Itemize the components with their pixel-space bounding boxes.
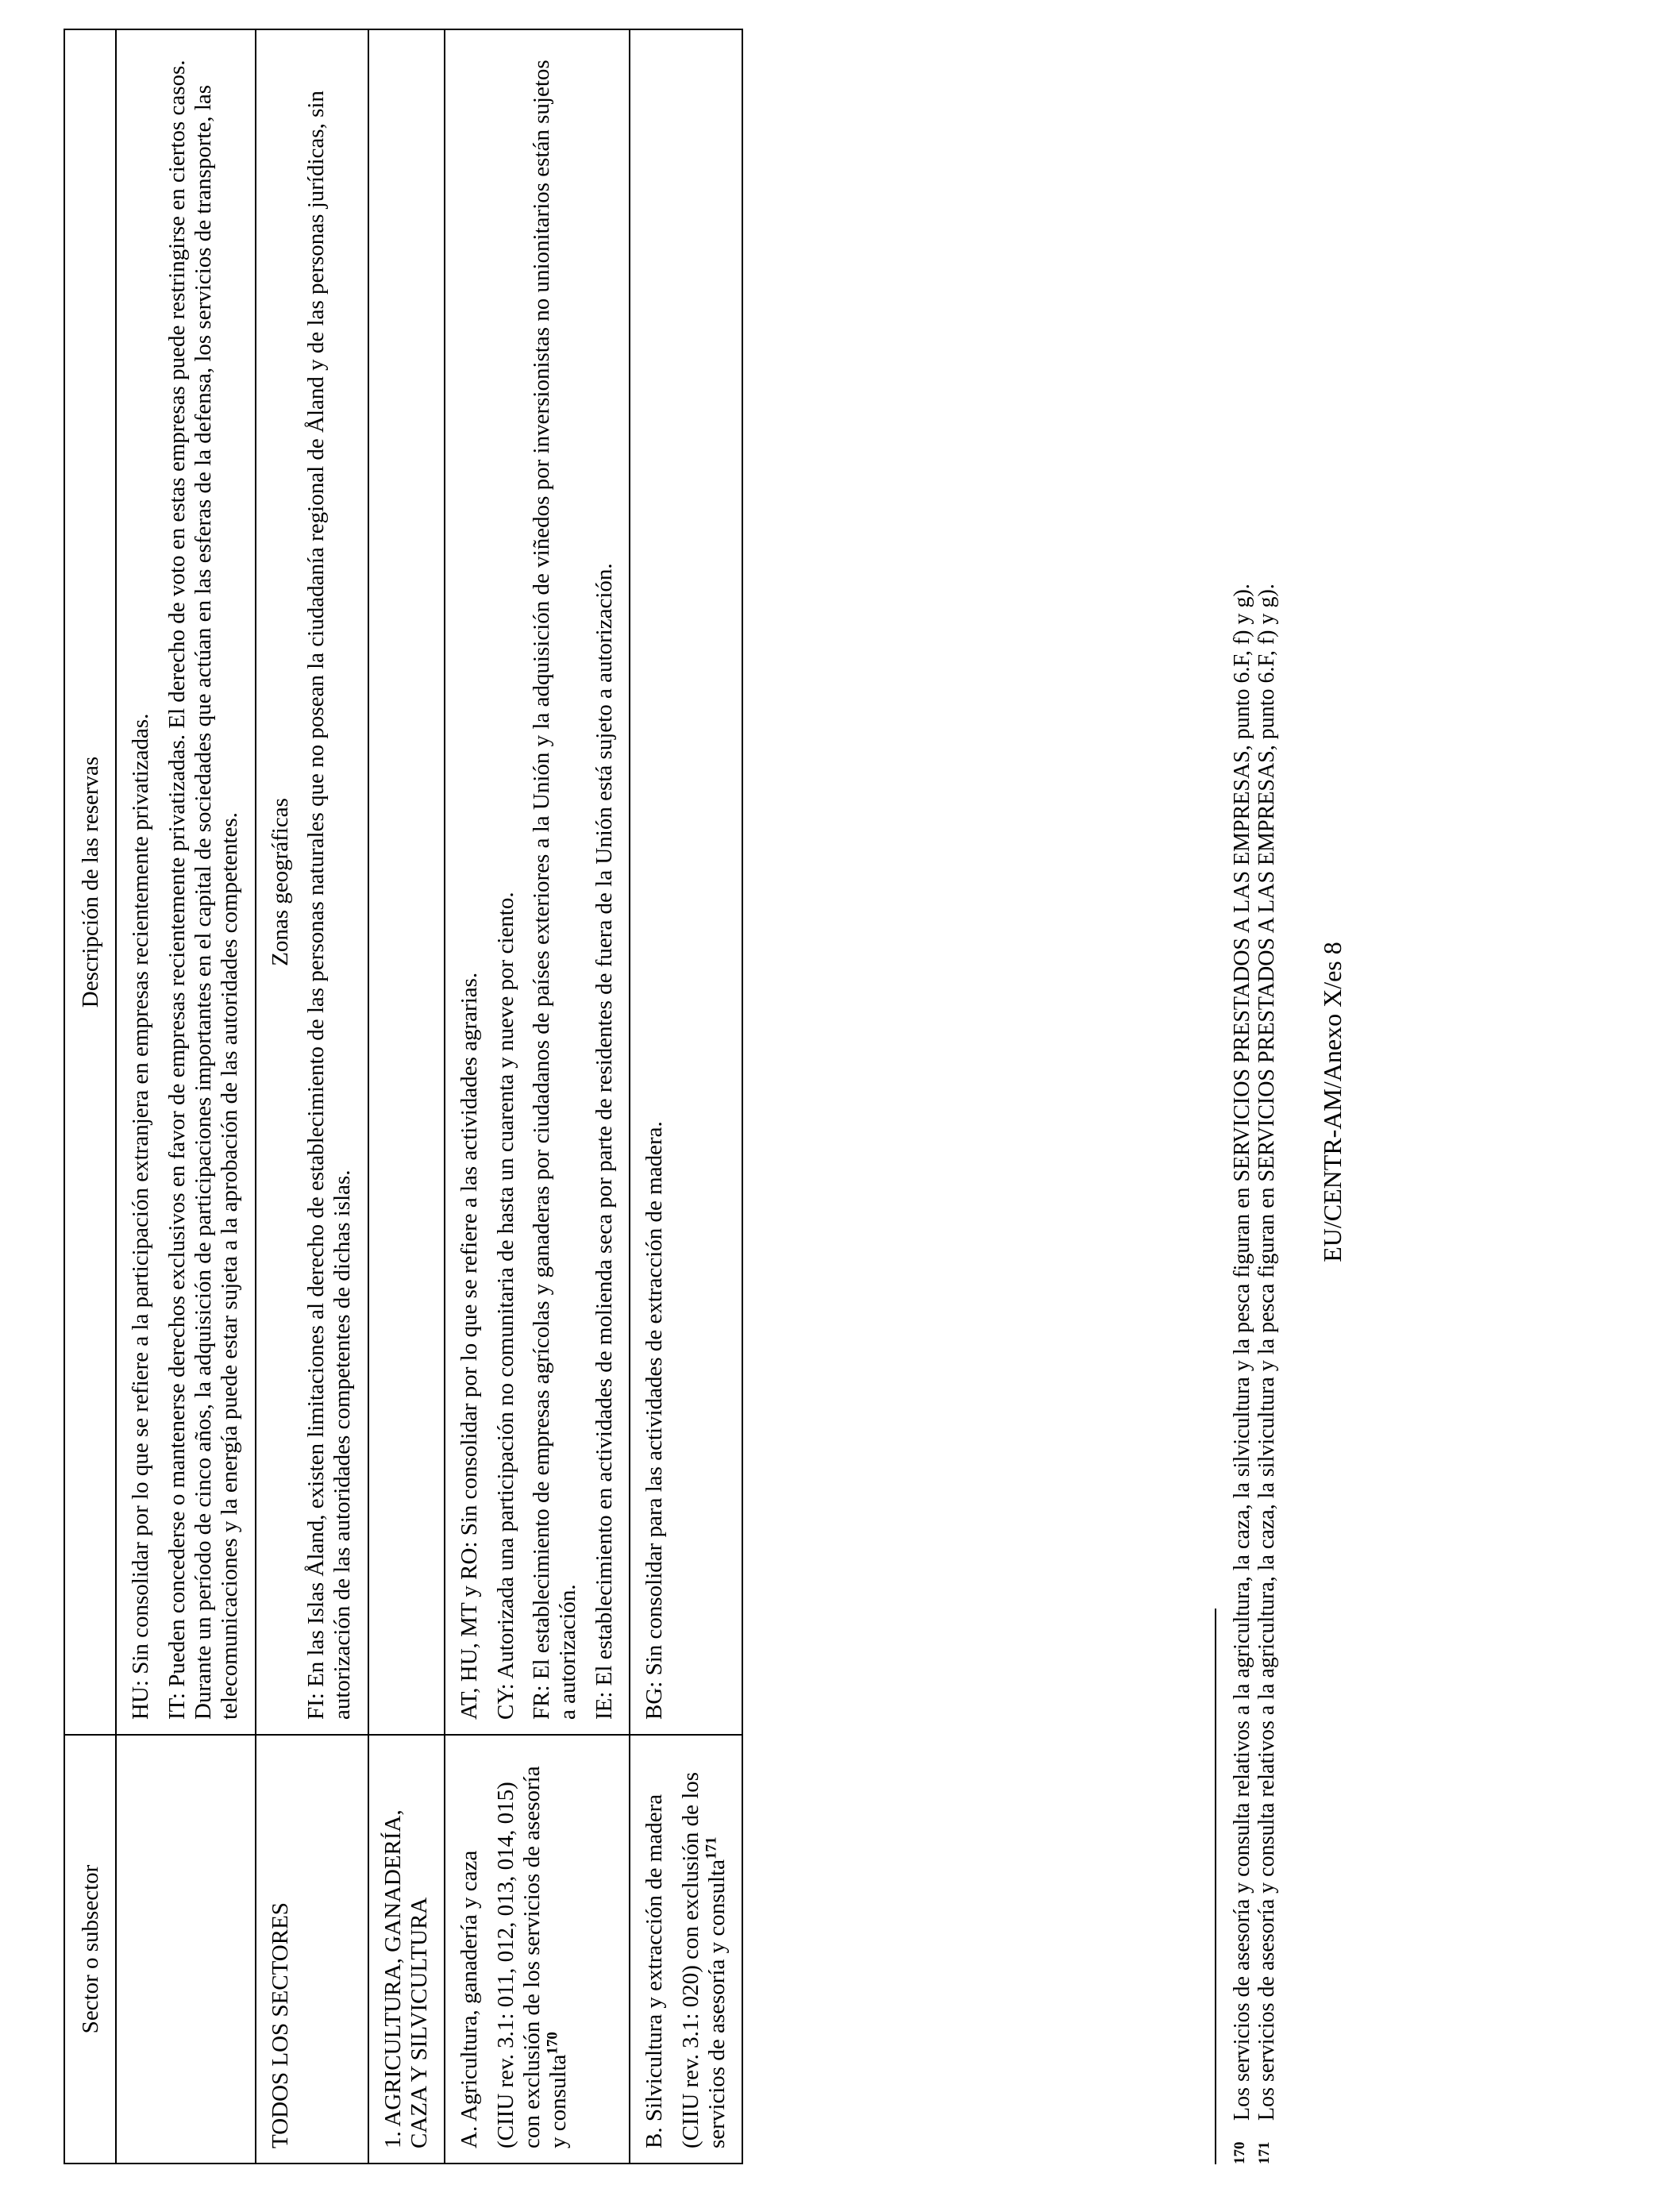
sector-label: TODOS LOS SECTORES (267, 1902, 293, 2148)
reservation-text: IT: Pueden concederse o mantenerse derechos exclusivos en favor de empresas recientemente privatizadas. El derecho de voto en estas empresas puede restringirse en ciertos casos. Durante un período de cinco años, la adquisición de participaciones importantes en el capital de sociedades que actúan en las esferas de la defensa, los servicios de transporte, las telecomunicaciones y la energía puede estar sujeta a la aprobación de las autoridades competentes. (164, 60, 243, 1720)
footnote-separator (1215, 1609, 1216, 2164)
sector-cell (116, 1735, 255, 2164)
footnote-text: Los servicios de asesoría y consulta relativos a la agricultura, la caza, la silvicultura y la pesca figuran en SERVICIOS PRESTADOS A LAS EMPRESAS, punto 6.F, f) y g). (1254, 584, 1279, 2121)
page-reference: EU/CENTR-AM/Anexo X/es 8 (1318, 942, 1347, 1262)
sector-cell (630, 1735, 742, 2164)
description-cell (630, 29, 742, 1735)
table-row (368, 29, 445, 2164)
reservation-text: FR: El establecimiento de empresas agrícolas y ganaderas por ciudadanos de países exteriores a la Unión y la adquisición de viñedos por inversionistas no unionitarios están sujetos a autorización. (529, 60, 581, 1720)
table-row (445, 29, 630, 2164)
reservation-text: AT, HU, MT y RO: Sin consolidar por lo que se refiere a las actividades agrarias. (457, 972, 483, 1720)
reservation-text: IE: El establecimiento en actividades de molienda seca por parte de residentes de fuera de la Unión está sujeto a autorización. (591, 563, 617, 1720)
table-row (256, 29, 368, 2164)
footnote (1255, 29, 1280, 2164)
sector-label: A. Agricultura, ganadería y caza (457, 1850, 483, 2148)
header-sector: Sector o subsector (64, 1735, 116, 2164)
subheading: Zonas geográficas (267, 798, 293, 966)
table-row (630, 29, 742, 2164)
footnote (1231, 29, 1255, 2164)
footnote-text: Los servicios de asesoría y consulta relativos a la agricultura, la caza, la silvicultura y la pesca figuran en SERVICIOS PRESTADOS A LAS EMPRESAS, punto 6.F, f) y g). (1230, 584, 1254, 2121)
sector-cell (368, 1735, 445, 2164)
reservation-text: HU: Sin consolidar por lo que se refiere a la participación extranjera en empresas recientemente privatizadas. (128, 713, 154, 1720)
sector-classification (678, 1750, 731, 2148)
sector-label: 1. AGRICULTURA, GANADERÍA, CAZA Y SILVICULTURA (380, 1809, 433, 2148)
footnote-ref[interactable]: 170 (544, 2032, 561, 2055)
description-cell (256, 29, 368, 1735)
reservation-text: FI: En las Islas Åland, existen limitaciones al derecho de establecimiento de las personas naturales que no posean la ciudadanía regional de Åland y de las personas jurídicas, sin autorización de las autoridades competentes de dichas islas. (303, 91, 356, 1720)
description-cell (116, 29, 255, 1735)
table-row (116, 29, 255, 2164)
footnote-number: 171 (1255, 2141, 1273, 2164)
sector-label: B. Silvicultura y extracción de madera (642, 1794, 668, 2148)
header-description: Descripción de las reservas (64, 29, 116, 1735)
sector-cell (256, 1735, 368, 2164)
reservation-text: BG: Sin consolidar para las actividades de extracción de madera. (642, 1121, 668, 1720)
footnote-number: 170 (1231, 2141, 1248, 2164)
footnotes (1231, 29, 1280, 2164)
sector-classification (493, 1750, 572, 2148)
table-header-row (64, 29, 116, 2164)
reservations-table (64, 29, 743, 2164)
description-cell (368, 29, 445, 1735)
description-cell (445, 29, 630, 1735)
sector-classification-text: (CIIU rev. 3.1: 020) con exclusión de los servicios de asesoría y consulta (677, 1771, 730, 2148)
sector-classification-text: (CIIU rev. 3.1: 011, 012, 013, 014, 015) con exclusión de los servicios de asesoría y consulta (492, 1766, 572, 2148)
footnote-ref[interactable]: 171 (703, 1836, 720, 1859)
sector-cell (445, 1735, 630, 2164)
reservation-text: CY: Autorizada una participación no comunitaria de hasta un cuarenta y nueve por ciento. (492, 892, 518, 1720)
